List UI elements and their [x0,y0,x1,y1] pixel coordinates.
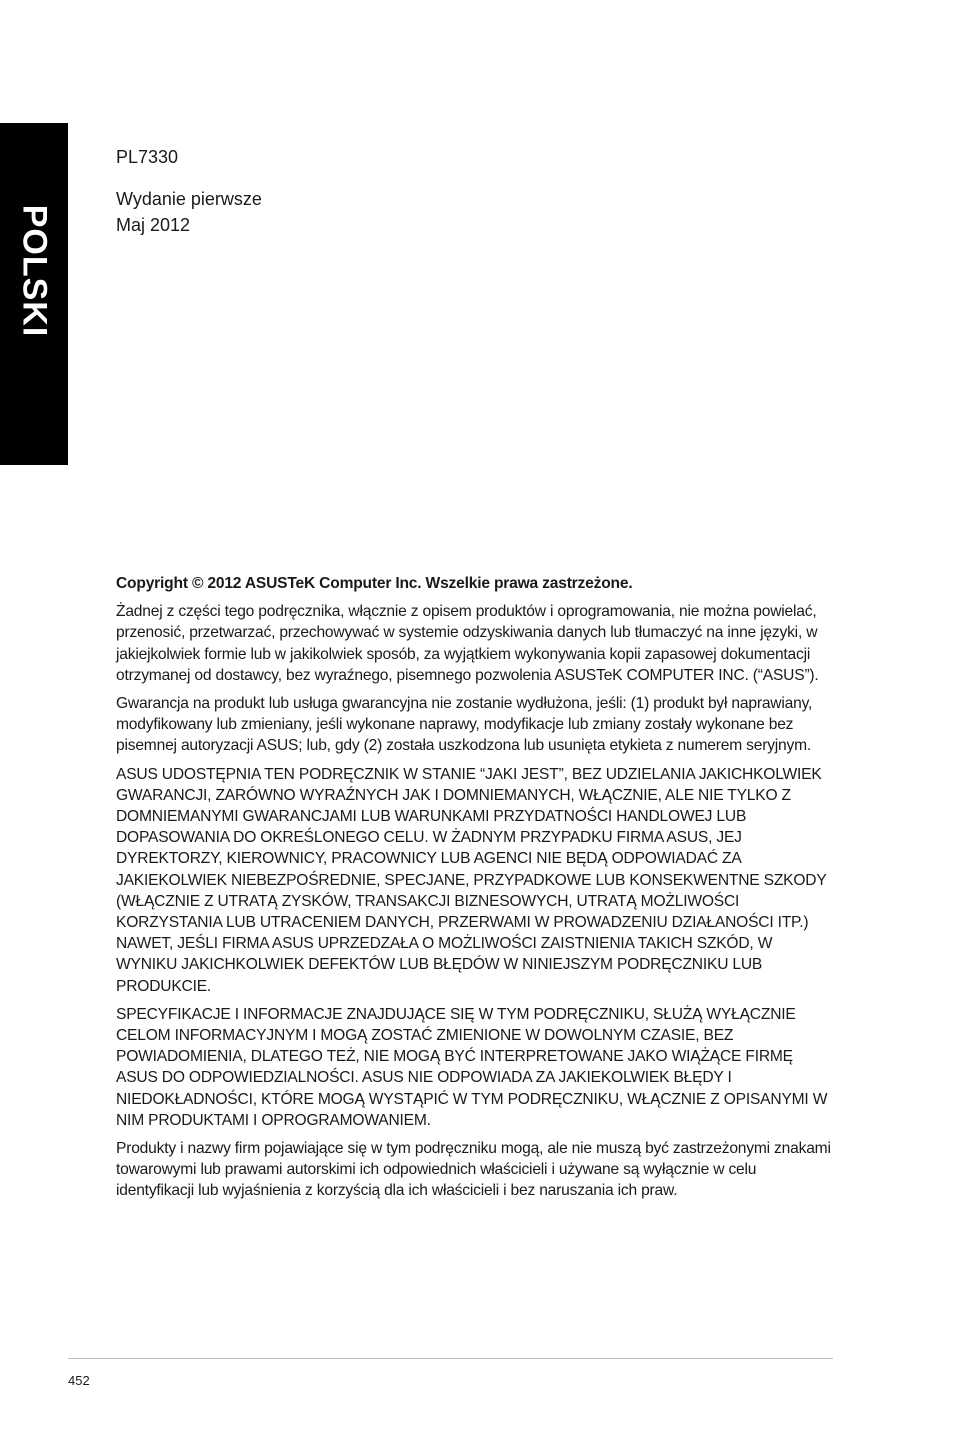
edition-label: Wydanie pierwsze [116,189,262,209]
copyright-statement: Copyright © 2012 ASUSTeK Computer Inc. Wszelkie prawa zastrzeżone. [116,575,633,592]
legal-paragraph-trademarks: Produkty i nazwy firm pojawiające się w tym podręczniku mogą, ale nie muszą być zastrzeżonymi znakami towarowymi lub prawami autorskimi ich odpowiednich właścicieli i używane są wyłącznie w celu identyfikacji lub wyjaśnienia z korzyścią dla ich właścicieli i bez naruszania ich praw. [116,1140,831,1200]
edition-date: Maj 2012 [116,215,191,235]
legal-paragraph-disclaimer: ASUS UDOSTĘPNIA TEN PODRĘCZNIK W STANIE “JAKI JEST”, BEZ UDZIELANIA JAKICHKOLWIEK GWARANCJI, ZARÓWNO WYRAŹNYCH JAK I DOMNIEMANYCH, WŁĄCZNIE, ALE NIE TYLKO Z DOMNIEMANYMI GWARANCJAMI LUB WARUNKAMI PRZYDATNOŚCI HANDLOWEJ LUB DOPASOWANIA DO OKREŚLONEGO CELU. W ŻADNYM PRZYPADKU FIRMA ASUS, JEJ DYREKTORZY, KIEROWNICY, PRACOWNICY LUB AGENCI NIE BĘDĄ ODPOWIADAĆ ZA JAKIEKOLWIEK NIEBEZPOŚREDNIE, SPECJANE, PRZYPADKOWE LUB KONSEKWENTNE SZKODY (WŁĄCZNIE Z UTRATĄ ZYSKÓW, TRANSAKCJI BIZNESOWYCH, UTRATĄ MOŻLIWOŚCI KORZYSTANIA LUB UTRACENIEM DANYCH, PRZERWAMI W PROWADZENIU DZIAŁANOŚCI ITP.) NAWET, JEŚLI FIRMA ASUS UPRZEDZAŁA O MOŻLIWOŚCI ZAISTNIENIA TAKICH SZKÓD, W WYNIKU JAKICHKOLWIEK DEFEKTÓW LUB BŁĘDÓW W NINIEJSZYM PODRĘCZNIKU LUB PRODUKCIE. [116,765,827,995]
page-number: 452 [68,1373,90,1388]
legal-notice [116,573,832,1209]
legal-paragraph-warranty: Gwarancja na produkt lub usługa gwarancyjna nie zostanie wydłużona, jeśli: (1) produkt był naprawiany, modyfikowany lub zmieniany, jeśli wykonane naprawy, modyfikacje lub zmiany zostały wykonane bez pisemnej autoryzacji ASUS; lub, gdy (2) została uszkodzona lub usunięta etykieta z numerem seryjnym. [116,695,813,755]
edition-block [116,186,262,238]
language-side-tab-label: POLSKI [15,204,54,338]
legal-paragraph-reproduction: Żadnej z części tego podręcznika, włącznie z opisem produktów i oprogramowania, nie można powielać, przenosić, przetwarzać, przechowywać w systemie odzyskiwania danych lub tłumaczyć na inne języki, w jakiejkolwiek formie lub w jakikolwiek sposób, za wyjątkiem wykonywania kopii zapasowej dokumentacji otrzymanej od dostawcy, bez wyraźnego, pisemnego pozwolenia ASUSTeK COMPUTER INC. (“ASUS”). [116,603,819,684]
footer-divider [68,1358,833,1359]
legal-paragraph-specifications: SPECYFIKACJE I INFORMACJE ZNAJDUJĄCE SIĘ W TYM PODRĘCZNIKU, SŁUŻĄ WYŁĄCZNIE CELOM INFORMACYJNYM I MOGĄ ZOSTAĆ ZMIENIONE W DOWOLNYM CZASIE, BEZ POWIADOMIENIA, DLATEGO TEŻ, NIE MOGĄ BYĆ INTERPRETOWANE JAKO WIĄŻĄCE FIRMĘ ASUS DO ODPOWIEDZIALNOŚCI. ASUS NIE ODPOWIADA ZA JAKIEKOLWIEK BŁĘDY I NIEDOKŁADNOŚCI, KTÓRE MOGĄ WYSTĄPIĆ W TYM PODRĘCZNIKU, WŁĄCZNIE Z OPISANYMI W NIM PRODUKTAMI I OPROGRAMOWANIEM. [116,1005,828,1129]
model-name: PL7330 [116,147,179,167]
